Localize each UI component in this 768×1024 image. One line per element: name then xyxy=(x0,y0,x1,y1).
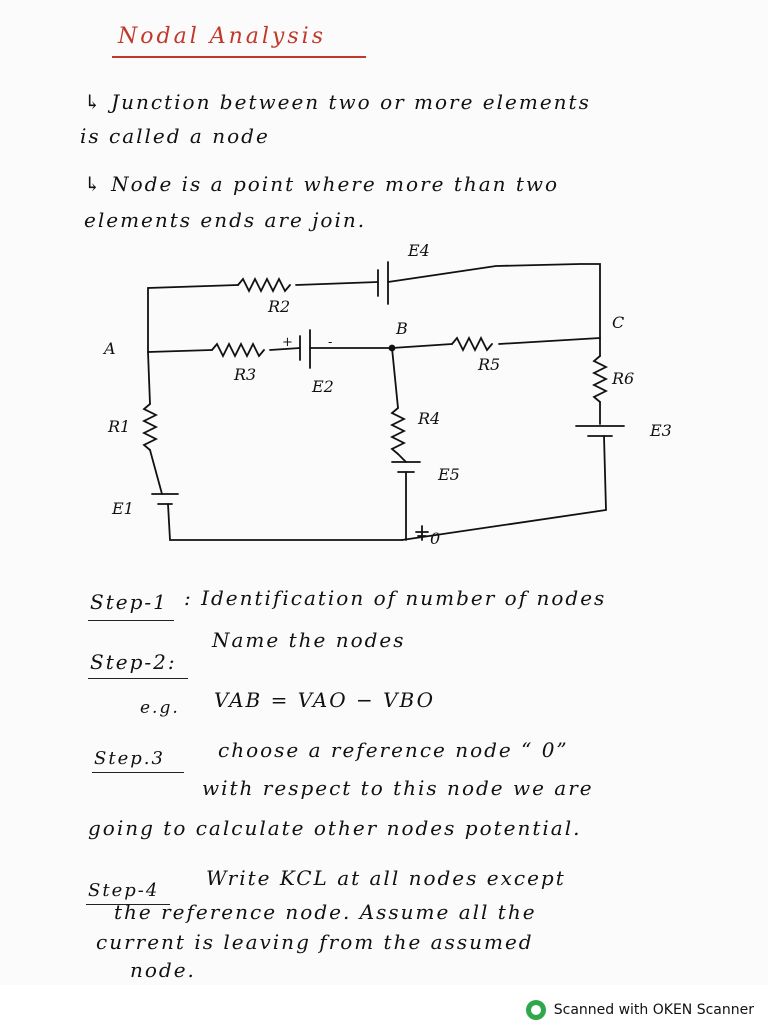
step-3-underline xyxy=(92,772,184,773)
battery-e5 xyxy=(392,462,420,472)
resistor-r3 xyxy=(212,344,264,356)
resistor-r5 xyxy=(452,338,492,350)
definition-2-line-1: ↳ Node is a point where more than two xyxy=(84,172,560,196)
battery-e4 xyxy=(378,262,388,304)
battery-e2 xyxy=(300,330,310,368)
scanner-text: Scanned with OKEN Scanner xyxy=(553,1002,754,1018)
definition-1-line-2: is called a node xyxy=(80,124,270,148)
step-1-text: : Identification of number of nodes xyxy=(184,586,607,610)
resistor-r1 xyxy=(144,404,156,450)
label-e4: E4 xyxy=(408,241,430,260)
step-4-line-3: current is leaving from the assumed xyxy=(96,930,534,954)
step-3-line-3: going to calculate other nodes potential. xyxy=(88,816,582,840)
label-plus: + xyxy=(282,335,293,350)
step-3-line-1: choose a reference node “ 0” xyxy=(218,738,569,762)
resistor-r2 xyxy=(238,279,290,291)
label-node-0: 0 xyxy=(430,529,441,548)
scanner-watermark xyxy=(526,1000,754,1020)
resistor-r6 xyxy=(594,356,606,402)
step-1-label: Step-1 xyxy=(90,590,168,614)
step-2-text: Name the nodes xyxy=(212,628,406,652)
wire-top-left xyxy=(148,285,238,352)
step-4-line-2: the reference node. Assume all the xyxy=(114,900,537,924)
battery-e3 xyxy=(576,426,624,436)
label-r3: R3 xyxy=(234,365,257,384)
step-2-label: Step-2: xyxy=(90,650,177,674)
step-3-label: Step.3 xyxy=(94,748,165,769)
label-node-b: B xyxy=(396,319,408,338)
oken-scanner-logo-icon xyxy=(526,1000,546,1020)
step-4-label: Step-4 xyxy=(88,880,160,901)
wire-top-right xyxy=(388,264,600,338)
label-r4: R4 xyxy=(418,409,441,428)
step-4-line-1: Write KCL at all nodes except xyxy=(206,866,566,890)
label-minus: - xyxy=(328,335,333,350)
page-title: Nodal Analysis xyxy=(118,24,326,49)
definition-2-line-2: elements ends are join. xyxy=(84,208,367,232)
label-node-c: C xyxy=(612,313,625,332)
label-e1: E1 xyxy=(112,499,134,518)
step-3-line-2: with respect to this node we are xyxy=(202,776,594,800)
label-r2: R2 xyxy=(268,297,291,316)
step-4-line-4: node. xyxy=(130,958,196,982)
label-r1: R1 xyxy=(108,417,131,436)
label-r6: R6 xyxy=(612,369,635,388)
label-e2: E2 xyxy=(312,377,334,396)
battery-e1 xyxy=(152,494,178,504)
example-equation: VAB = VAO − VBO xyxy=(214,688,436,712)
label-e5: E5 xyxy=(438,465,460,484)
example-label: e.g. xyxy=(140,698,180,718)
label-e3: E3 xyxy=(650,421,672,440)
resistor-r4 xyxy=(392,408,404,454)
definition-1-line-1: ↳ Junction between two or more elements xyxy=(84,90,591,114)
label-r5: R5 xyxy=(478,355,501,374)
step-1-underline xyxy=(88,620,174,621)
step-2-underline xyxy=(88,678,188,679)
label-node-a: A xyxy=(104,339,116,358)
